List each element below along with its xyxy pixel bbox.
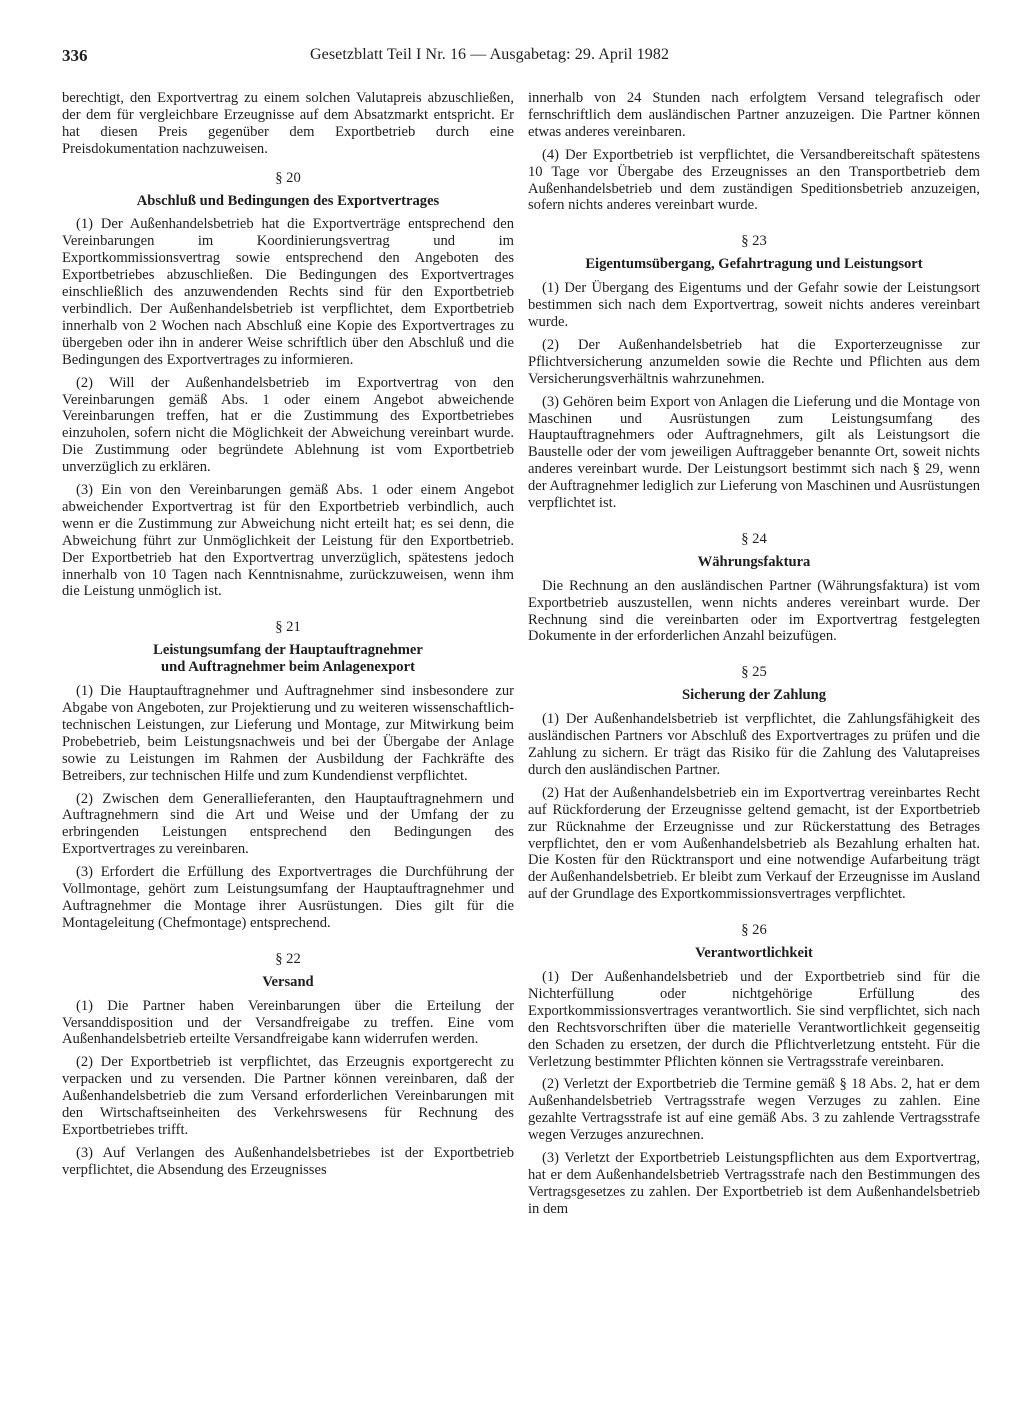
section-number: § 26 (741, 922, 767, 939)
paragraph: (3) Auf Verlangen des Außenhandelsbetriebes ist der Exportbetrieb verpflichtet, die Absendung des Erzeugnisses (62, 1144, 514, 1178)
page-header (62, 46, 980, 70)
section-title: Versand (262, 973, 314, 990)
paragraph: (2) Der Außenhandelsbetrieb hat die Exporterzeugnisse zur Pflichtversicherung anzumelden sowie die Rechte und Pflichten aus dem Versicherungsverhältnis wahrzunehmen. (528, 336, 980, 387)
section-number: § 22 (275, 950, 301, 967)
paragraph: (1) Die Hauptauftragnehmer und Auftragnehmer sind insbesondere zur Abgabe von Angeboten, zur Projektierung und zu weiteren wissenschaftlich-technischen Leistungen, zur Lieferung und Montage, zur Mitwirkung beim Probebetrieb, beim Leistungsnachweis und bei der Übergabe der Anlage sowie zu Leistungen im Rahmen der Ausbildung der Fachkräfte des Betreibers, zur technischen Hilfe und zum Kundendienst verpflichtet. (62, 683, 514, 784)
section-title: Verantwortlichkeit (695, 945, 813, 962)
section-number: § 23 (741, 233, 767, 250)
paragraph: (3) Erfordert die Erfüllung des Exportvertrages die Durchführung der Vollmontage, gehört zum Leistungsumfang der Hauptauftragnehmer und Auftragnehmer die Montage ihrer Ausrüstungen. Dies gilt für die Montageleitung (Chefmontage) entsprechend. (62, 864, 514, 931)
section-title-line: Leistungsumfang der Hauptauftragnehmer (153, 642, 423, 659)
section-title: Abschluß und Bedingungen des Exportvertrages (136, 192, 440, 209)
right-column (528, 90, 980, 1224)
paragraph: innerhalb von 24 Stunden nach erfolgtem Versand telegrafisch oder fernschriftlich dem ausländischen Partner anzuzeigen. Die Partner können etwas anderes vereinbaren. (528, 90, 980, 140)
section-number: § 24 (741, 530, 767, 547)
paragraph: (1) Der Außenhandelsbetrieb ist verpflichtet, die Zahlungsfähigkeit des ausländischen Partners vor Abschluß des Exportvertrages zu prüfen und die Zahlung zu sichern. Er trägt das Risiko für die Zahlung des Valutapreises durch den ausländischen Partner. (528, 711, 980, 778)
paragraph: (2) Will der Außenhandelsbetrieb im Exportvertrag von den Vereinbarungen gemäß Abs. 1 oder einem Angebot abweichende Vereinbarungen treffen, hat er die Zustimmung des Exportbetriebes einzuholen, sofern nicht die Möglichkeit der Abweichung vereinbart wurde. Die Zustimmung oder begründete Ablehnung ist vom Exportbetrieb unverzüglich zu erklären. (62, 374, 514, 476)
paragraph: (1) Der Außenhandelsbetrieb hat die Exportverträge entsprechend den Vereinbarungen im Koordinierungsvertrag und im Exportkommissionsvertrag sowie entsprechend den Angeboten des Exportbetriebes abzuschließen. Die Bedingungen des Exportvertrages einschließlich des anzuwendenden Rechts sind für den Exportbetrieb verbindlich. Der Außenhandelsbetrieb ist verpflichtet, dem Exportbetrieb innerhalb von 2 Wochen nach Abschluß eine Kopie des Exportvertrages zu übergeben oder ihn in anderer Weise schriftlich über den Abschluß und die Bedingungen des Exportvertrages zu informieren. (62, 216, 514, 368)
left-column (62, 90, 514, 1185)
paragraph: (3) Ein von den Vereinbarungen gemäß Abs. 1 oder einem Angebot abweichender Exportvertrag ist für den Exportbetrieb verbindlich, auch wenn er die Zustimmung zur Abweichung nicht erteilt hat; es sei denn, die Abweichung führt zur Unmöglichkeit der Leistung für den Exportbetrieb. Der Exportbetrieb hat den Exportvertrag unverzüglich, spätestens jedoch innerhalb von 10 Tagen nach Kenntnisnahme, zurückzuweisen, wenn ihm die Leistung unmöglich ist. (62, 482, 514, 600)
page-number: 336 (62, 46, 88, 65)
paragraph: berechtigt, den Exportvertrag zu einem solchen Valutapreis abzuschließen, der dem für vergleichbare Erzeugnisse auf dem Absatzmarkt entspricht. Er hat diesen Preis gegenüber dem Exportbetrieb durch eine Preisdokumentation nachzuweisen. (62, 90, 514, 157)
paragraph: (2) Hat der Außenhandelsbetrieb ein im Exportvertrag vereinbartes Recht auf Rückforderung der Erzeugnisse geltend gemacht, ist der Exportbetrieb zur Rücknahme der Erzeugnisse und zur Rückerstattung des Betrages verpflichtet, den er vom Außenhandelsbetrieb als Bezahlung erhalten hat. Die Kosten für den Rücktransport und eine notwendige Aufarbeitung trägt der Außenhandelsbetrieb. Er bleibt zum Verkauf der Erzeugnisse im Ausland auf der Grundlage des Exportkommissionsvertrages verpflichtet. (528, 784, 980, 903)
paragraph: (1) Die Partner haben Vereinbarungen über die Erteilung der Versanddisposition und der Versandfreigabe zu treffen. Eine vom Außenhandelsbetrieb erteilte Versandfreigabe kann widerrufen werden. (62, 997, 514, 1048)
paragraph: Die Rechnung an den ausländischen Partner (Währungsfaktura) ist vom Exportbetrieb auszustellen, wenn nichts anderes vereinbart wurde. Der Rechnung sind die vereinbarten oder im Exportvertrag festgelegten Dokumente in der erforderlichen Anzahl beizufügen. (528, 577, 980, 645)
section-number: § 20 (275, 169, 301, 186)
section-title: Eigentumsübergang, Gefahrtragung und Leistungsort (585, 256, 923, 273)
section-title: Sicherung der Zahlung (681, 687, 827, 704)
paragraph: (1) Der Übergang des Eigentums und der Gefahr sowie der Leistungsort bestimmen sich nach dem Exportvertrag, soweit nichts anderes vereinbart wurde. (528, 280, 980, 330)
paragraph: (1) Der Außenhandelsbetrieb und der Exportbetrieb sind für die Nichterfüllung oder nichtgehörige Erfüllung des Exportkommissionsvertrages verantwortlich. Sie sind verpflichtet, sich nach den Rechtsvorschriften über die materielle Verantwortlichkeit gegenseitig den Schaden zu ersetzen, der durch die Pflichtverletzung entsteht. Für die Verletzung bestimmter Pflichten können sie Vertragsstrafe vereinbaren. (528, 968, 980, 1070)
section-number: § 21 (275, 619, 301, 636)
gazette-title: Gesetzblatt Teil I Nr. 16 — Ausgabetag: 29. April 1982 (310, 46, 670, 63)
paragraph: (3) Gehören beim Export von Anlagen die Lieferung und die Montage von Maschinen und Ausrüstungen zum Leistungsumfang des Hauptauftragnehmers oder Auftragnehmers, gilt als Leistungsort die Baustelle oder der vom jeweiligen Auftraggeber benannte Ort, soweit nichts anderes vereinbart wurde. Der Leistungsort bestimmt sich nach § 29, wenn der Auftragnehmer lediglich zur Lieferung von Maschinen und Ausrüstungen verpflichtet ist. (528, 393, 980, 512)
paragraph: (2) Verletzt der Exportbetrieb die Termine gemäß § 18 Abs. 2, hat er dem Außenhandelsbetrieb Vertragsstrafe wegen Verzuges zu zahlen. Eine gezahlte Vertragsstrafe ist auf eine gemäß Abs. 3 zu zahlende Vertragsstrafe wegen Verzuges anzurechnen. (528, 1076, 980, 1144)
paragraph: (4) Der Exportbetrieb ist verpflichtet, die Versandbereitschaft spätestens 10 Tage vor Übergabe des Erzeugnisses an den Transportbetrieb dem Außenhandelsbetrieb und dem zuständigen Speditionsbetrieb anzuzeigen, sofern nichts anderes vereinbart wurde. (528, 146, 980, 214)
paragraph: (3) Verletzt der Exportbetrieb Leistungspflichten aus dem Exportvertrag, hat er dem Außenhandelsbetrieb Vertragsstrafe nach den Bestimmungen des Vertragsgesetzes zu zahlen. Der Exportbetrieb ist dem Außenhandelsbetrieb in dem (528, 1150, 980, 1217)
section-title: Währungsfaktura (697, 553, 811, 570)
paragraph: (2) Der Exportbetrieb ist verpflichtet, das Erzeugnis exportgerecht zu verpacken und zu versenden. Die Partner können vereinbaren, daß der Außenhandelsbetrieb die zum Versand erforderlichen Vereinbarungen mit den Wirtschaftseinheiten des Verkehrswesens für Rechnung des Exportbetriebes trifft. (62, 1054, 514, 1138)
section-title-line: und Auftragnehmer beim Anlagenexport (161, 659, 415, 676)
paragraph: (2) Zwischen dem Generallieferanten, den Hauptauftragnehmern und Auftragnehmern sind die Art und Weise und der Umfang der zu erbringenden Leistungen entsprechend den Bedingungen des Exportvertrages zu vereinbaren. (62, 790, 514, 858)
section-number: § 25 (741, 664, 767, 681)
section-title (62, 642, 514, 676)
